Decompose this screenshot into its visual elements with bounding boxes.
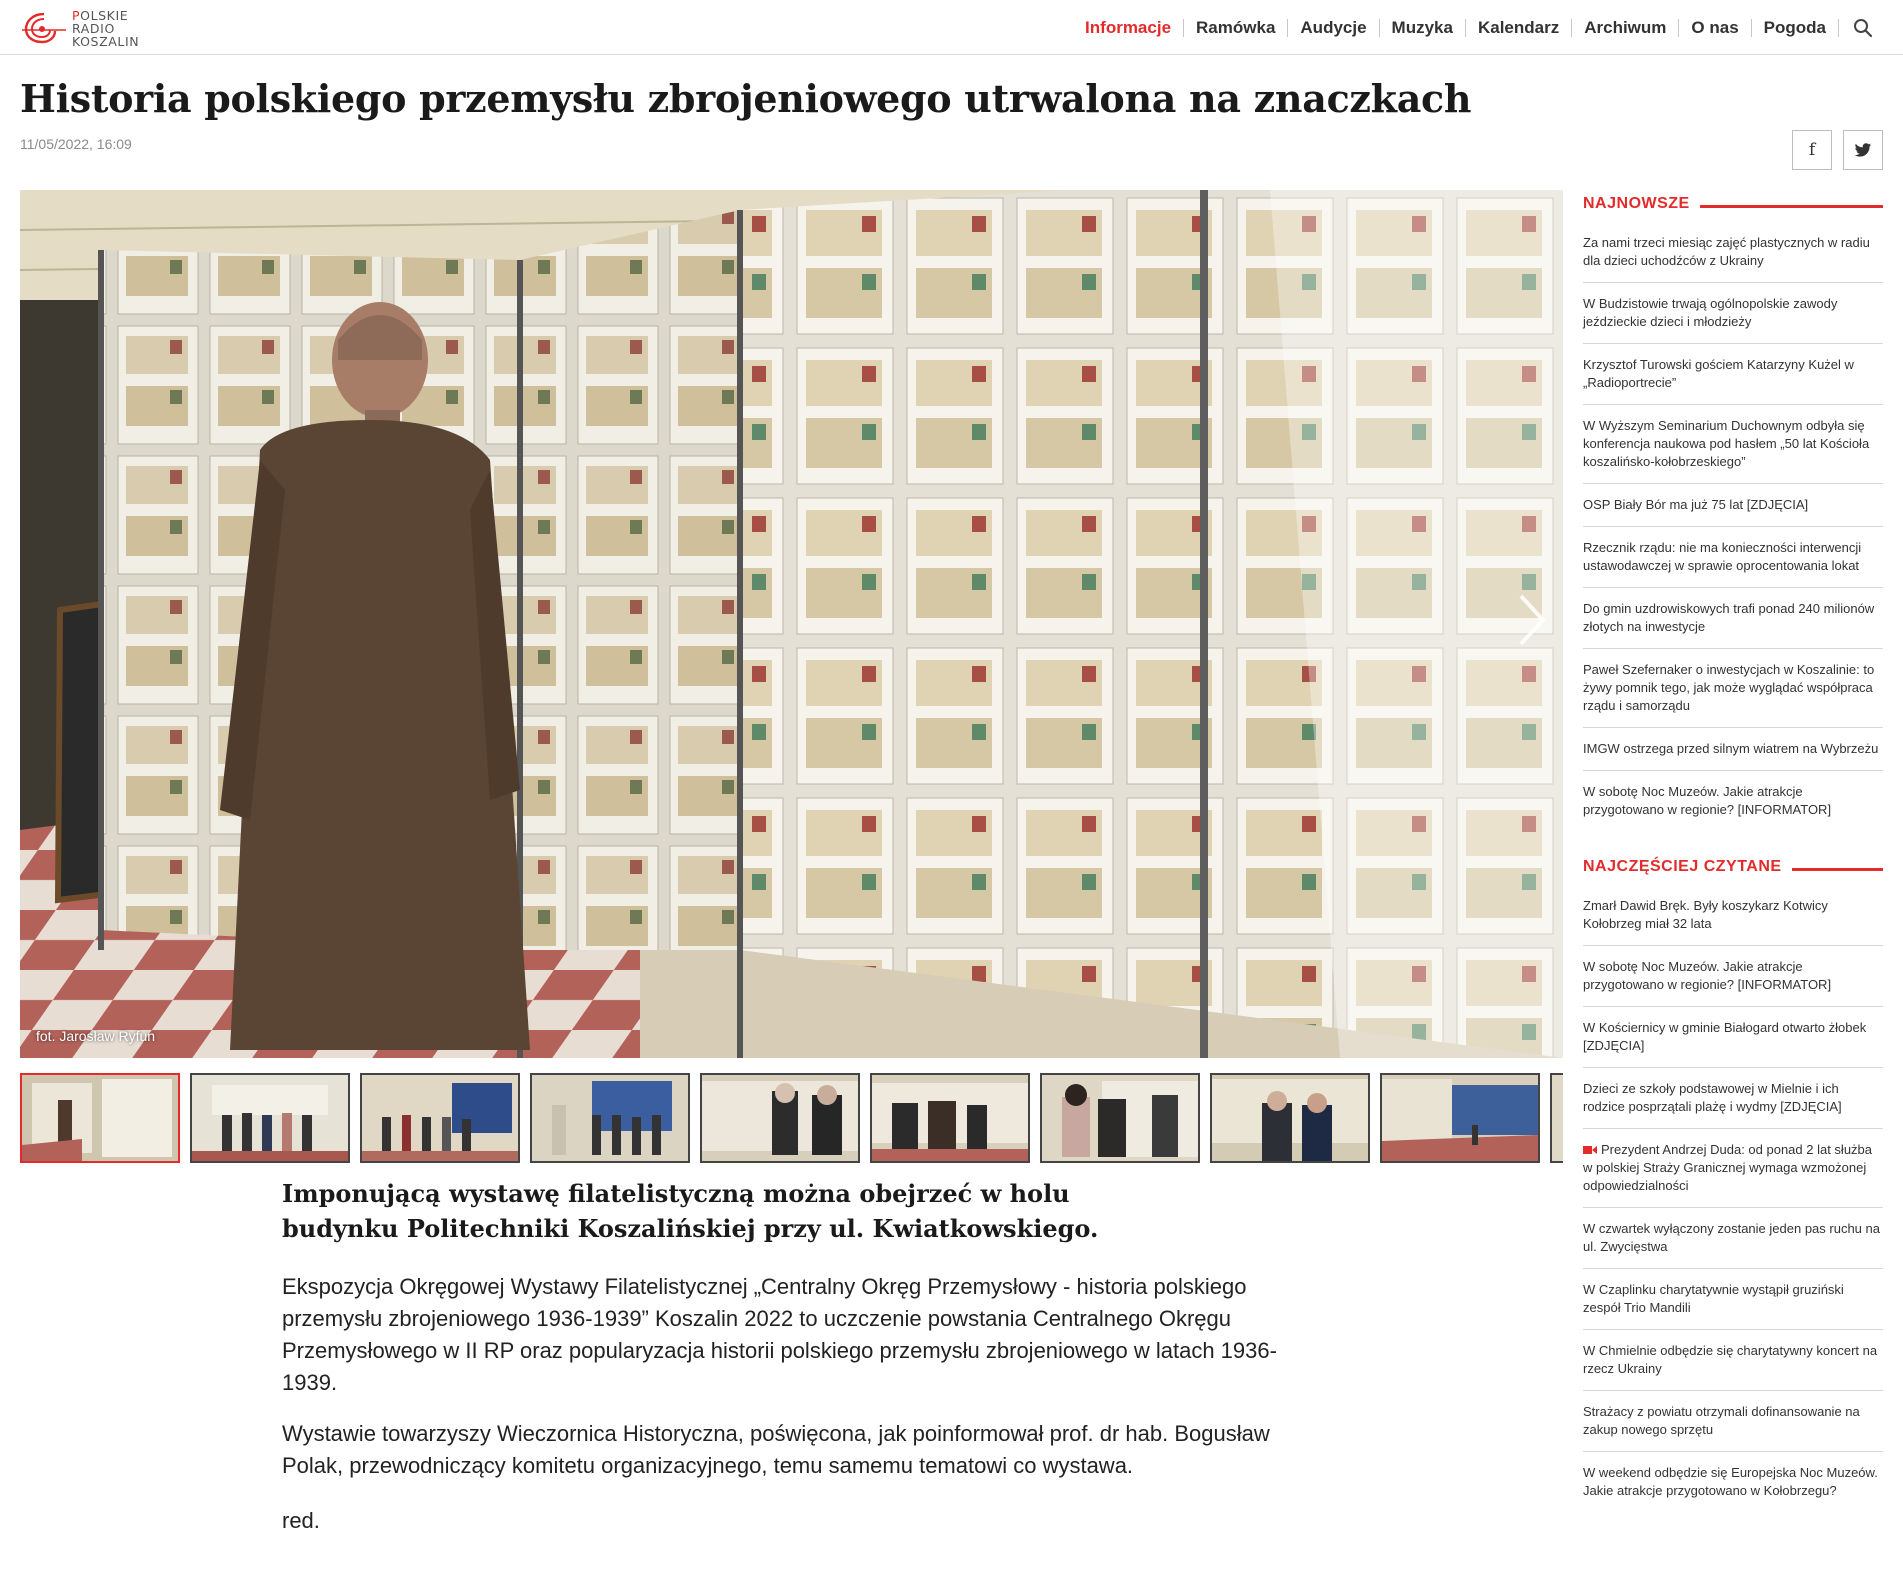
sidebar-heading-label: NAJNOWSZE bbox=[1583, 195, 1690, 212]
sidebar-news-link[interactable]: Za nami trzeci miesiąc zajęć plastycznych w radiu dla dzieci uchodźców z Ukrainy bbox=[1583, 222, 1883, 283]
gallery-thumbnail[interactable] bbox=[1380, 1073, 1540, 1163]
sidebar-popular-link[interactable]: W weekend odbędzie się Europejska Noc Muzeów. Jakie atrakcje przygotowano w Kołobrzegu? bbox=[1583, 1465, 1878, 1498]
sidebar-popular-link[interactable]: Dzieci ze szkoły podstawowej w Mielnie i ich rodzice posprzątali plażę i wydmy [ZDJĘCIA] bbox=[1583, 1068, 1883, 1129]
sidebar-news-link[interactable]: W Wyższym Seminarium Duchownym odbyła się konferencja naukowa pod hasłem „50 lat Kościoła koszalińsko-kołobrzeskiego” bbox=[1583, 405, 1883, 484]
article-lead: Imponującą wystawę filatelistyczną można obejrzeć w holu budynku Politechniki Koszalińskiej przy ul. Kwiatkowskiego. bbox=[282, 1179, 1099, 1243]
thumbnail-image bbox=[1382, 1075, 1538, 1161]
nav-item-pogoda[interactable]: Pogoda bbox=[1763, 17, 1826, 37]
nav-separator bbox=[1838, 19, 1839, 37]
thumbnail-image bbox=[362, 1075, 518, 1161]
thumbnail-image bbox=[532, 1075, 688, 1161]
article-date: 11/05/2022, 16:09 bbox=[20, 136, 132, 152]
gallery-thumbnail[interactable] bbox=[530, 1073, 690, 1163]
article-title: Historia polskiego przemysłu zbrojeniowego utrwalona na znaczkach bbox=[20, 76, 1472, 121]
sidebar-popular-link[interactable]: W Czaplinku charytatywnie wystąpił gruziński zespół Trio Mandili bbox=[1583, 1269, 1883, 1330]
share-twitter-button[interactable] bbox=[1843, 130, 1883, 170]
gallery-thumbnail[interactable] bbox=[1550, 1073, 1563, 1163]
sidebar-news-link[interactable]: OSP Biały Bór ma już 75 lat [ZDJĘCIA] bbox=[1583, 484, 1883, 527]
sidebar-popular-link-video[interactable] bbox=[1583, 1129, 1883, 1208]
nav-item-audycje[interactable]: Audycje bbox=[1300, 17, 1367, 37]
nav-item-ramowka[interactable]: Ramówka bbox=[1196, 17, 1276, 37]
sidebar-popular-link[interactable]: Strażacy z powiatu otrzymali dofinansowanie na zakup nowego sprzętu bbox=[1583, 1391, 1883, 1452]
gallery-thumbnail[interactable] bbox=[360, 1073, 520, 1163]
gallery-thumbnail[interactable] bbox=[190, 1073, 350, 1163]
photo-credit: fot. Jarosław Ryfun bbox=[36, 1028, 156, 1044]
sidebar-heading-newest bbox=[1583, 190, 1883, 218]
site-logo[interactable] bbox=[20, 7, 139, 49]
sidebar-news-link[interactable]: Rzecznik rządu: nie ma konieczności interwencji ustawodawczej w sprawie oprocentowania lokat bbox=[1583, 527, 1883, 588]
gallery-thumbnail[interactable] bbox=[20, 1073, 180, 1163]
logo-line-3: KOSZALIN bbox=[72, 33, 140, 49]
twitter-icon bbox=[1854, 143, 1872, 158]
thumbnail-image bbox=[1212, 1075, 1368, 1161]
sidebar-popular-link-text: Prezydent Andrzej Duda: od ponad 2 lat służba w polskiej Straży Granicznej wymaga wzmożonej odpowiedzialności bbox=[1583, 1142, 1873, 1193]
thumbnail-image bbox=[22, 1075, 178, 1161]
search-button[interactable] bbox=[1843, 0, 1883, 55]
search-icon bbox=[1853, 18, 1873, 38]
sidebar-news-link[interactable]: IMGW ostrzega przed silnym wiatrem na Wybrzeżu bbox=[1583, 728, 1883, 771]
article-paragraph: Ekspozycja Okręgowej Wystawy Filatelistycznej „Centralny Okręg Przemysłowy - historia polskiego przemysłu zbrojeniowego 1936-1939” Koszalin 2022 to uczczenie powstania Centralnego Okręgu Przemysłowego w II RP oraz popularyzacja historii polskiego przemysłu zbrojeniowego w latach 1936-1939. bbox=[282, 1274, 1277, 1395]
gallery-thumbnail[interactable] bbox=[700, 1073, 860, 1163]
thumbnail-image bbox=[192, 1075, 348, 1161]
gallery-thumbnail[interactable] bbox=[1210, 1073, 1370, 1163]
exhibition-photo bbox=[20, 190, 1563, 1058]
gallery-main-photo[interactable] bbox=[20, 190, 1563, 1058]
sidebar-popular-link[interactable]: W Chmielnie odbędzie się charytatywny koncert na rzecz Ukrainy bbox=[1583, 1330, 1883, 1391]
logo-line-1: POLSKIE bbox=[72, 7, 129, 23]
sidebar-popular-link[interactable]: W sobotę Noc Muzeów. Jakie atrakcje przygotowano w regionie? [INFORMATOR] bbox=[1583, 946, 1883, 1007]
sidebar-heading-most-read bbox=[1583, 853, 1883, 881]
sidebar-news-link[interactable]: W sobotę Noc Muzeów. Jakie atrakcje przygotowano w regionie? [INFORMATOR] bbox=[1583, 784, 1832, 817]
top-bar bbox=[0, 0, 1903, 55]
sidebar-popular-link[interactable]: W Kościernicy w gminie Białogard otwarto żłobek [ZDJĘCIA] bbox=[1583, 1007, 1883, 1068]
video-camera-icon bbox=[1583, 1145, 1597, 1155]
sidebar-news-link[interactable]: Do gmin uzdrowiskowych trafi ponad 240 milionów złotych na inwestycje bbox=[1583, 588, 1883, 649]
sidebar-news-link[interactable]: Krzysztof Turowski gościem Katarzyny Kużel w „Radioportrecie” bbox=[1583, 344, 1883, 405]
sidebar-heading-label: NAJCZĘŚCIEJ CZYTANE bbox=[1583, 858, 1782, 875]
chevron-right-icon bbox=[1511, 590, 1551, 650]
logo-line-2: RADIO bbox=[72, 20, 115, 36]
nav-item-kalendarz[interactable]: Kalendarz bbox=[1477, 17, 1560, 37]
share-facebook-button[interactable] bbox=[1792, 130, 1832, 170]
gallery-thumbnails bbox=[20, 1073, 1563, 1163]
nav-item-muzyka[interactable]: Muzyka bbox=[1391, 17, 1453, 37]
nav-item-archiwum[interactable]: Archiwum bbox=[1584, 17, 1667, 37]
thumbnail-image bbox=[1042, 1075, 1198, 1161]
thumbnail-image bbox=[1552, 1075, 1563, 1161]
nav-item-informacje[interactable]: Informacje bbox=[1085, 17, 1172, 37]
gallery-thumbnail[interactable] bbox=[1040, 1073, 1200, 1163]
sidebar-news-link[interactable]: W Budzistowie trwają ogólnopolskie zawody jeździeckie dzieci i młodzieży bbox=[1583, 283, 1883, 344]
sidebar-heading-rule bbox=[1792, 868, 1883, 871]
polskie-radio-logo-icon bbox=[20, 8, 68, 48]
sidebar-news-link[interactable]: Paweł Szefernaker o inwestycjach w Koszalinie: to żywy pomnik tego, jak może wyglądać współpraca rządu i samorządu bbox=[1583, 649, 1883, 728]
sidebar-popular-link[interactable]: Zmarł Dawid Bręk. Były koszykarz Kotwicy Kołobrzeg miał 32 lata bbox=[1583, 885, 1883, 946]
thumbnail-image bbox=[872, 1075, 1028, 1161]
thumbnail-image bbox=[702, 1075, 858, 1161]
article-paragraph: Wystawie towarzyszy Wieczornica Historyczna, poświęcona, jak poinformował prof. dr hab. Bogusław Polak, przewodniczący komitetu organizacyjnego, temu samemu tematowi co wystawa. bbox=[282, 1421, 1270, 1478]
gallery-next-button[interactable] bbox=[1511, 590, 1551, 650]
sidebar bbox=[1583, 190, 1883, 1512]
gallery-thumbnail[interactable] bbox=[870, 1073, 1030, 1163]
sidebar-heading-rule bbox=[1700, 205, 1883, 208]
main-navigation bbox=[1073, 0, 1883, 55]
sidebar-popular-link[interactable]: W czwartek wyłączony zostanie jeden pas ruchu na ul. Zwycięstwa bbox=[1583, 1208, 1883, 1269]
article-author: red. bbox=[282, 1508, 320, 1533]
logo-text bbox=[72, 9, 139, 48]
nav-item-o-nas[interactable]: O nas bbox=[1691, 17, 1739, 37]
facebook-icon: f bbox=[1808, 140, 1816, 160]
